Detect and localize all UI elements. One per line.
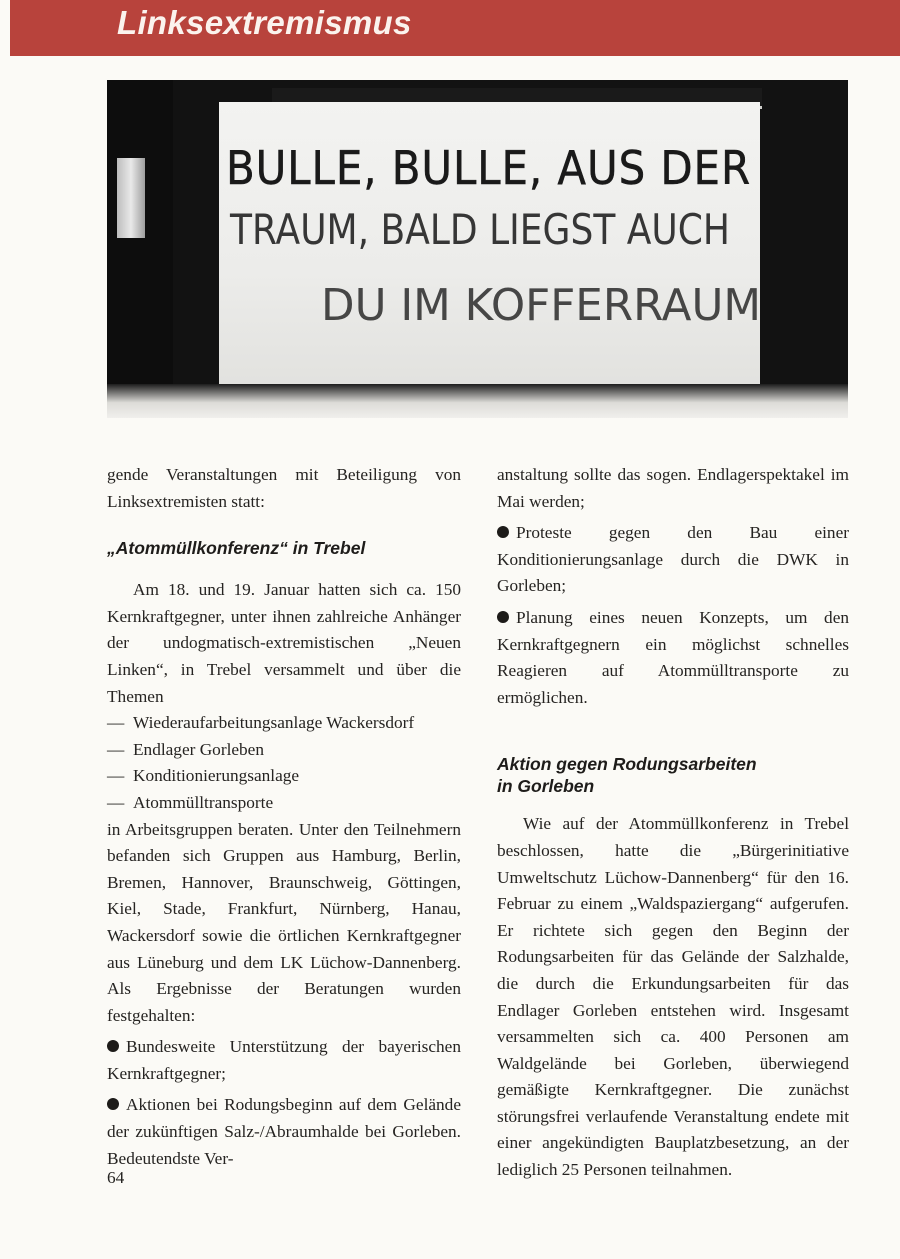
paragraph-trebel: Am 18. und 19. Januar hatten sich ca. 150 Kernkraftgegner, unter ihnen zahlreiche Anhänger der undogmatisch-extremistischen „Neuen Linken“, in Trebel versammelt und über die Themen [107, 580, 461, 706]
list-item [107, 790, 461, 817]
bullet-text: Aktionen bei Rodungsbeginn auf dem Gelände der zukünftigen Salz-/Abraumhalde bei Gorleben. Bedeutendste Ver- [107, 1095, 461, 1168]
bullet-text: Planung eines neuen Konzepts, um den Kernkraftgegnern ein möglichst schnelles Reagieren auf Atommülltransporte zu ermöglichen. [497, 607, 849, 707]
bullet-dot-icon [107, 1098, 119, 1110]
heading-atommuellkonferenz: „Atommüllkonferenz“ in Trebel [107, 538, 366, 559]
heading-rodungsarbeiten [497, 753, 849, 797]
right-column [497, 462, 849, 1184]
graffiti-photo [107, 80, 848, 418]
continuation-text: anstaltung sollte das sogen. Endlagerspektakel im Mai werden; [497, 465, 849, 511]
list-item [107, 763, 461, 790]
left-column [107, 462, 461, 1172]
dash-symbol: — [107, 713, 125, 733]
dash-symbol: — [107, 739, 125, 759]
bullet-item [107, 1092, 461, 1172]
list-item-text: Atommülltransporte [133, 792, 274, 812]
bullet-dot-icon [497, 611, 509, 623]
paragraph-waldspaziergang: Wie auf der Atommüllkonferenz in Trebel beschlossen, hatte die „Bürgerinitiative Umweltschutz Lüchow-Dannenberg“ für den 16. Februar zu einem „Waldspaziergang“ aufgerufen. Er richtete sich gegen den Beginn der Rodungsarbeiten für das Gelände der Salzhalde, die durch die Erkundungsarbeiten für das Endlager Gorleben entstehen wird. Insgesamt versammelten sich ca. 400 Personen am Waldgelände bei Gorleben, überwiegend gemäßigte Kernkraftgegner. Die zunächst störungsfrei verlaufende Veranstaltung endete mit einer angekündigten Bauplatzbesetzung, an der lediglich 25 Personen teilnahmen. [497, 814, 849, 1180]
list-item [107, 737, 461, 764]
graffiti-line-1: BULLE, BULLE, AUS DER [226, 141, 751, 195]
header-banner [10, 0, 900, 56]
list-item-text: Wiederaufarbeitungsanlage Wackersdorf [133, 713, 415, 733]
heading-line: Aktion gegen Rodungsarbeiten [497, 754, 757, 775]
list-item [107, 710, 461, 737]
graffiti-line-2: TRAUM, BALD LIEGST AUCH [229, 205, 730, 254]
page-number: 64 [107, 1168, 125, 1187]
paragraph-results: in Arbeitsgruppen beraten. Unter den Teilnehmern befanden sich Gruppen aus Hamburg, Berlin, Bremen, Hannover, Braunschweig, Göttingen, Kiel, Stade, Frankfurt, Nürnberg, Hanau, Wackersdorf sowie die örtlichen Kernkraftgegner aus Lüneburg und dem LK Lüchow-Dannenberg. Als Ergebnisse der Beratungen wurden festgehalten: [107, 819, 461, 1025]
bullet-item [497, 520, 849, 600]
bullet-item [497, 605, 849, 711]
bullet-dot-icon [107, 1040, 119, 1052]
topic-list [107, 710, 461, 816]
intro-text: gende Veranstaltungen mit Beteiligung von Linksextremisten statt: [107, 465, 461, 511]
bullet-text: Bundesweite Unterstützung der bayerischen Kernkraftgegner; [107, 1037, 461, 1083]
bullet-dot-icon [497, 526, 509, 538]
graffiti-text [107, 80, 848, 418]
bullet-text: Proteste gegen den Bau einer Konditionierungsanlage durch die DWK in Gorleben; [497, 523, 849, 596]
dash-symbol: — [107, 792, 125, 812]
bullet-item [107, 1034, 461, 1087]
list-item-text: Endlager Gorleben [133, 739, 264, 759]
heading-line: in Gorleben [497, 776, 595, 797]
dash-symbol: — [107, 766, 125, 786]
list-item-text: Konditionierungsanlage [133, 766, 300, 786]
section-title: Linksextremismus [117, 4, 412, 41]
graffiti-line-3: DU IM KOFFERRAUM [321, 280, 761, 331]
